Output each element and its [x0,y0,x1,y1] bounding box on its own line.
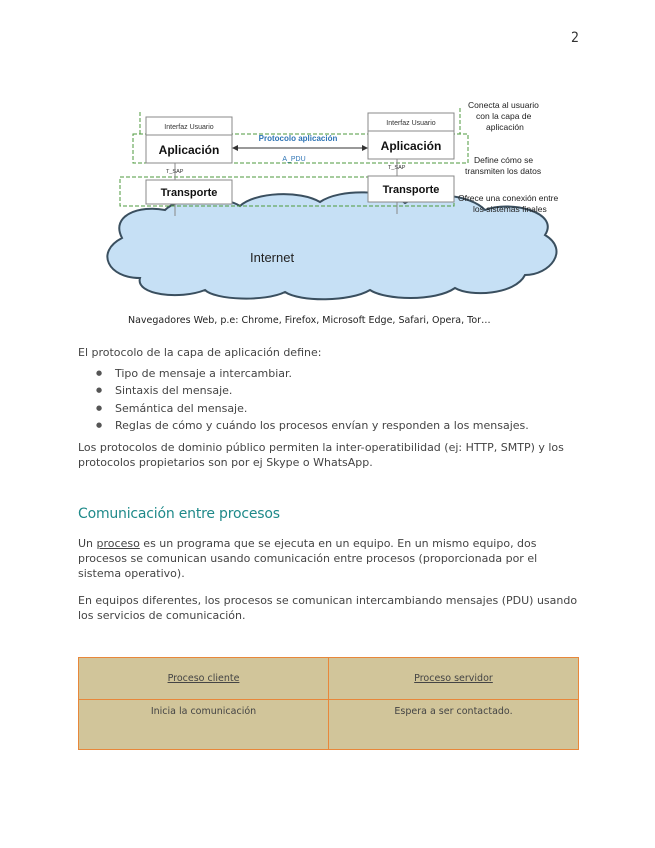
paragraph-line [78,536,537,551]
cloud-label: Internet [250,250,295,265]
note-app-line: con la capa de [476,111,532,121]
list-item: ● Tipo de mensaje a intercambiar. [96,366,529,383]
process-table [78,657,579,750]
server-header: Proceso servidor [414,673,493,684]
table-header-cell [329,658,579,700]
note-transport-line: Define cómo se [474,155,534,165]
protocol-label: Protocolo aplicación [258,134,338,143]
note-app-line: Conecta al usuario [468,100,539,110]
bullet-list [96,366,529,436]
paragraph-line: Los protocolos de dominio público permiten la inter-operatibilidad (ej: HTTP, SMTP) y los [78,441,564,454]
note-transport [465,155,541,176]
note-systems-line: los sistemas finales [473,204,547,214]
process-paragraph [78,536,537,581]
paragraph-text: Un [78,537,97,550]
list-item: ● Sintaxis del mensaje. [96,383,529,400]
pdu-label: A_PDU [282,156,306,163]
page-number: 2 [571,30,580,46]
server-cell: Espera a ser contactado. [329,700,579,750]
left-app-label: Aplicación [158,143,220,157]
note-transport-line: transmiten los datos [465,166,542,176]
right-ui-label: Interfaz Usuario [386,120,436,127]
note-systems [458,193,561,214]
note-app-line: aplicación [486,122,524,132]
right-sap-label: T_SAP [388,165,406,171]
paragraph-line: protocolos propietarios son por ej Skype o WhatsApp. [78,456,373,469]
messages-paragraph [78,593,577,623]
paragraph-line: sistema operativo). [78,567,185,580]
note-app [468,100,541,132]
process-term: proceso [96,537,140,550]
table-header-cell [79,658,329,700]
left-ui-label: Interfaz Usuario [164,124,214,131]
left-transport-label: Transporte [160,187,218,199]
intro-text: El protocolo de la capa de aplicación define: [78,346,322,359]
client-cell: Inicia la comunicación [79,700,329,750]
protocol-diagram [0,0,655,310]
paragraph-line: los servicios de comunicación. [78,609,246,622]
right-app-label: Aplicación [380,139,442,153]
paragraph-text: es un programa que se ejecuta en un equipo. En un mismo equipo, dos [139,537,537,550]
section-heading: Comunicación entre procesos [78,506,280,522]
protocols-paragraph [78,440,564,470]
client-header: Proceso cliente [167,673,240,684]
right-transport-label: Transporte [382,184,440,196]
left-sap-label: T_SAP [166,169,184,175]
list-item: ● Semántica del mensaje. [96,401,529,418]
note-systems-line: Ofrece una conexión entre [458,193,559,203]
diagram-caption: Navegadores Web, p.e: Chrome, Firefox, Microsoft Edge, Safari, Opera, Tor… [128,315,491,326]
paragraph-line: En equipos diferentes, los procesos se comunican intercambiando mensajes (PDU) usando [78,594,578,607]
paragraph-line: procesos se comunican usando comunicación entre procesos (proporcionada por el [78,552,538,565]
list-item: ● Reglas de cómo y cuándo los procesos envían y responden a los mensajes. [96,418,529,435]
